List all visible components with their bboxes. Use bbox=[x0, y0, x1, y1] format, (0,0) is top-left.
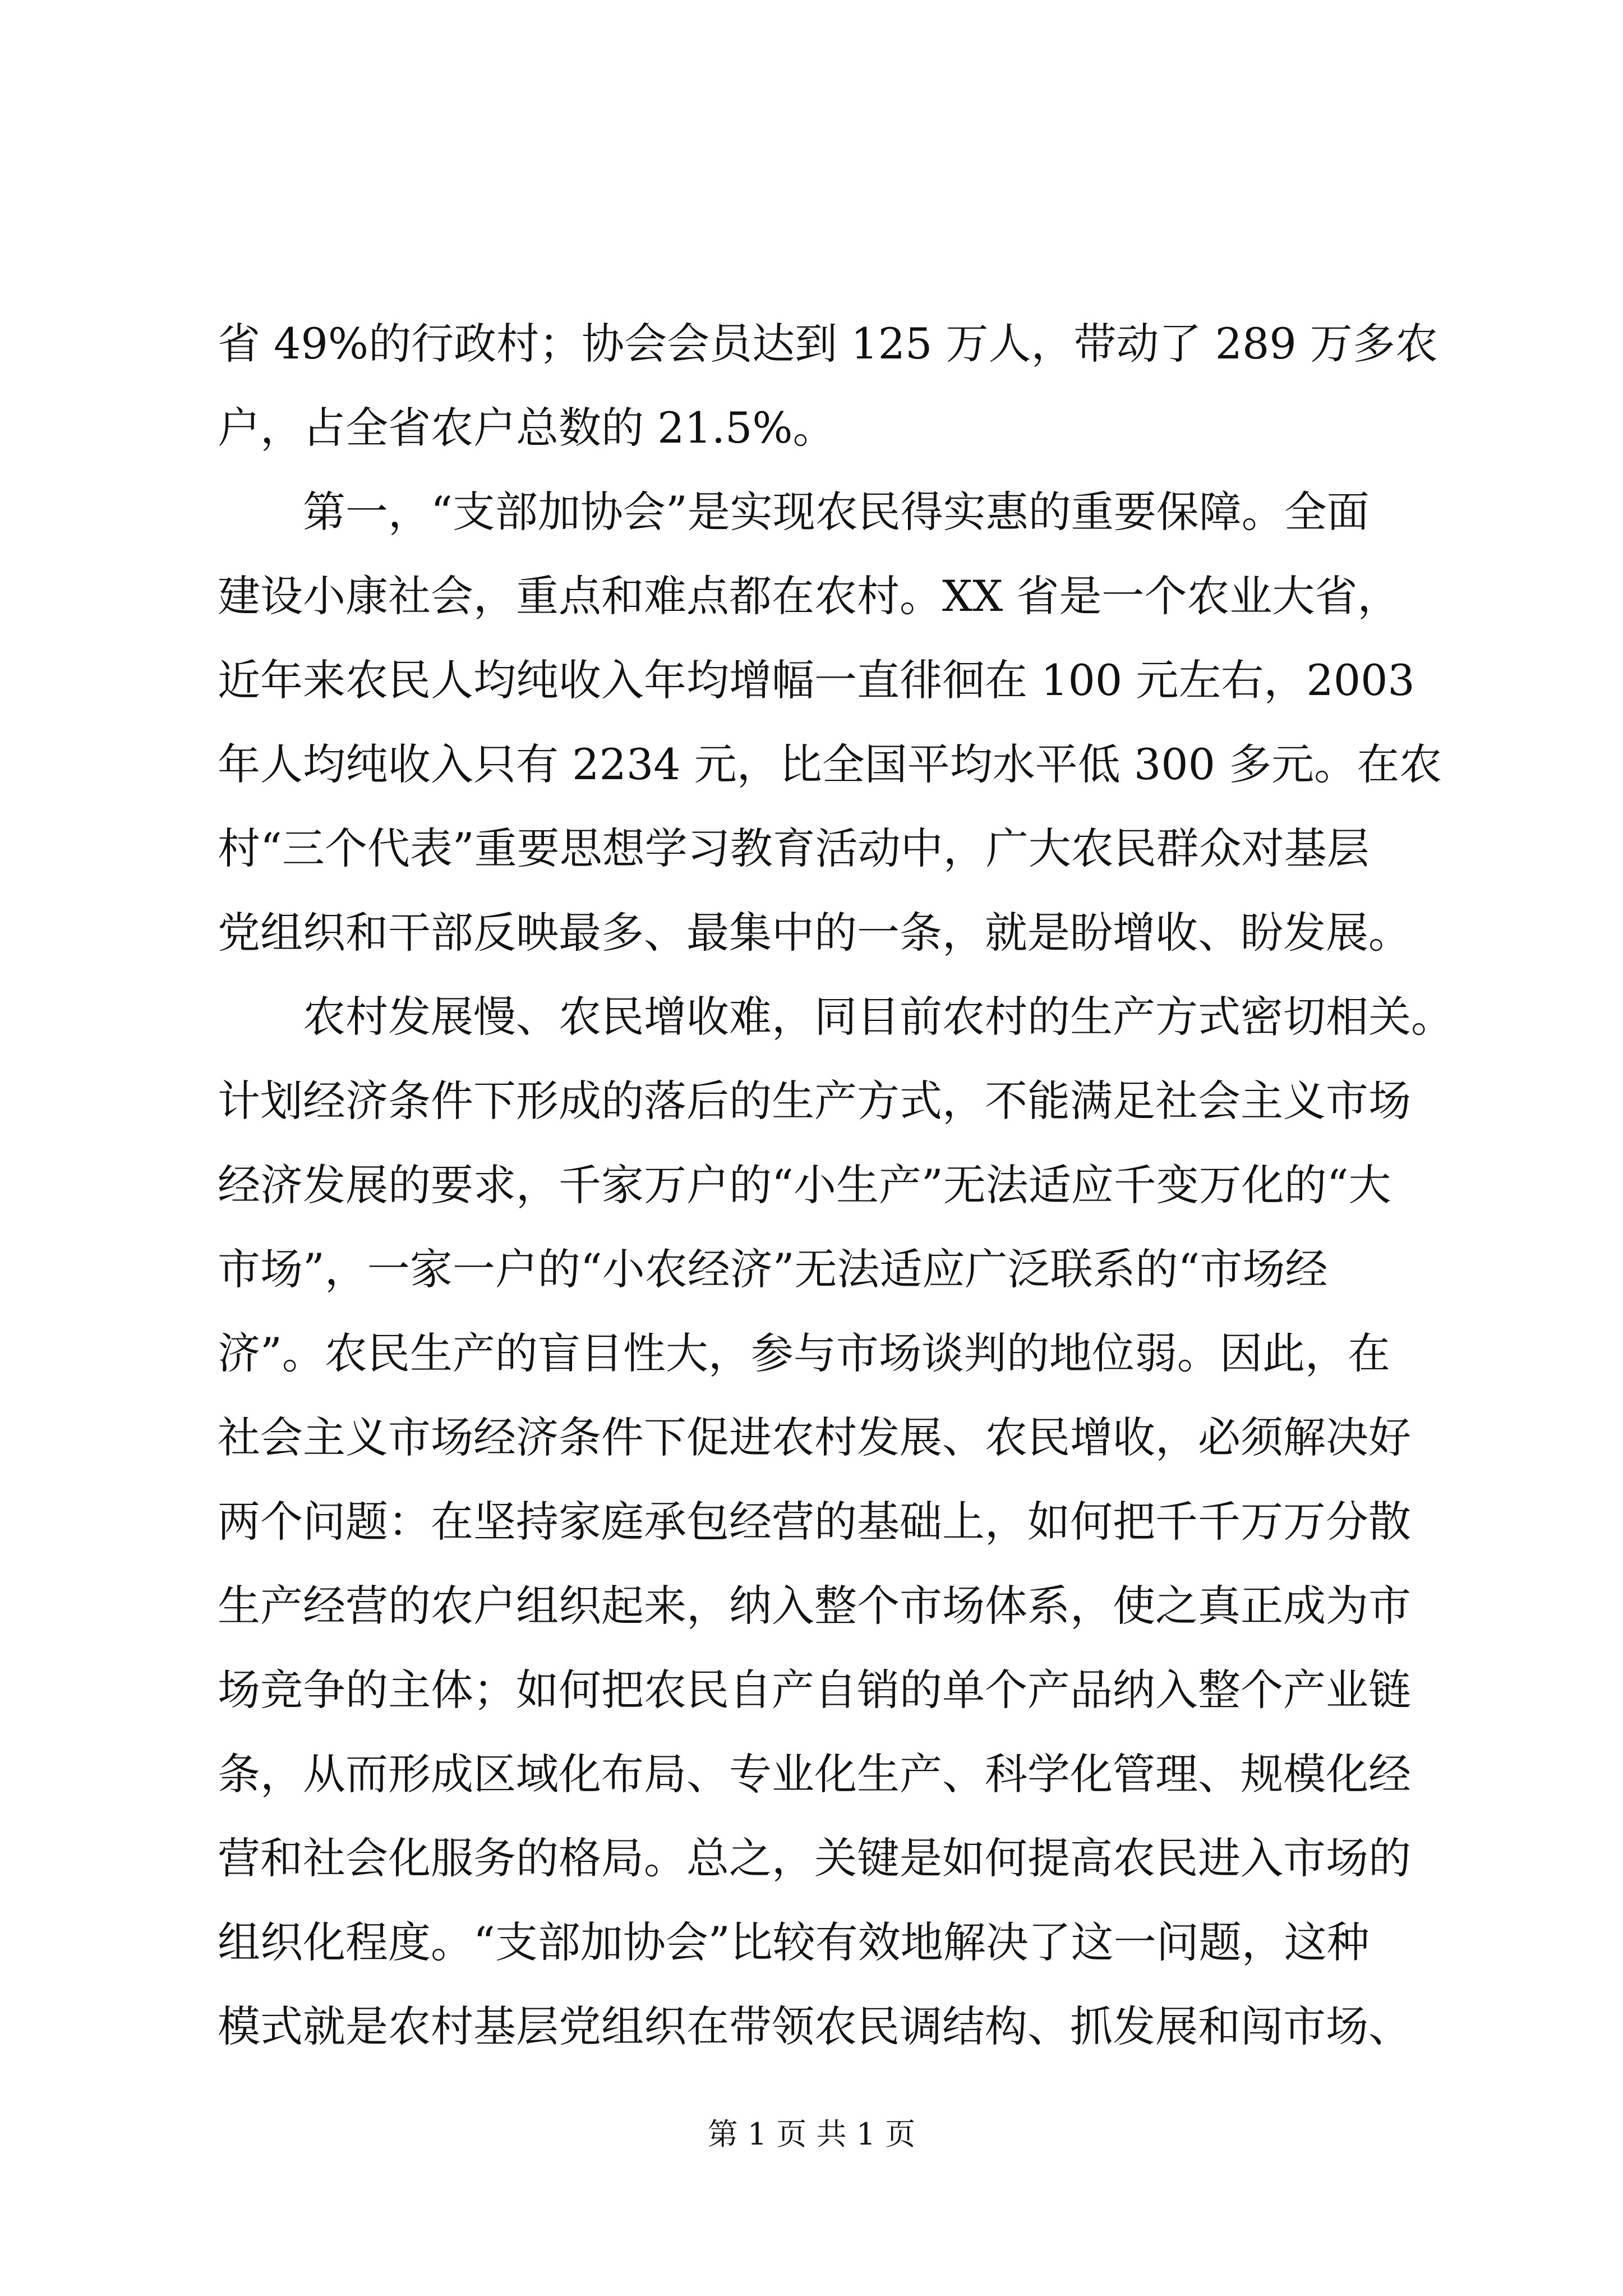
document-body bbox=[218, 302, 1454, 2069]
text-line: 年人均纯收入只有 2234 元，比全国平均水平低 300 多元。在农 bbox=[218, 739, 1442, 789]
text-line: 党组织和干部反映最多、最集中的一条，就是盼增收、盼发展。 bbox=[218, 908, 1411, 958]
text-line: 市场”，一家一户的“小农经济”无法适应广泛联系的“市场经 bbox=[218, 1244, 1328, 1294]
text-line: 建设小康社会，重点和难点都在农村。XX 省是一个农业大省， bbox=[218, 571, 1400, 621]
text-line: 社会主义市场经济条件下促进农村发展、农民增收，必须解决好 bbox=[218, 1412, 1411, 1462]
text-line: 省 49%的行政村；协会会员达到 125 万人，带动了 289 万多农 bbox=[218, 319, 1438, 369]
text-line: 济”。农民生产的盲目性大，参与市场谈判的地位弱。因此，在 bbox=[218, 1328, 1390, 1378]
text-line: 条，从而形成区域化布局、专业化生产、科学化管理、规模化经 bbox=[218, 1749, 1411, 1799]
paragraph-first-line: 农村发展慢、农民增收难，同目前农村的生产方式密切相关。 bbox=[303, 992, 1454, 1042]
text-line: 近年来农民人均纯收入年均增幅一直徘徊在 100 元左右，2003 bbox=[218, 655, 1415, 705]
text-line: 模式就是农村基层党组织在带领农民调结构、抓发展和闯市场、 bbox=[218, 2001, 1411, 2051]
text-line: 计划经济条件下形成的落后的生产方式，不能满足社会主义市场 bbox=[218, 1076, 1411, 1126]
text-line: 两个问题：在坚持家庭承包经营的基础上，如何把千千万万分散 bbox=[218, 1497, 1411, 1547]
text-line: 组织化程度。“支部加协会”比较有效地解决了这一问题，这种 bbox=[218, 1917, 1370, 1967]
text-line: 营和社会化服务的格局。总之，关键是如何提高农民进入市场的 bbox=[218, 1833, 1411, 1883]
page-footer: 第 1 页 共 1 页 bbox=[707, 2116, 916, 2152]
text-line: 村“三个代表”重要思想学习教育活动中，广大农民群众对基层 bbox=[218, 823, 1370, 873]
text-line: 场竞争的主体；如何把农民自产自销的单个产品纳入整个产业链 bbox=[218, 1665, 1411, 1715]
text-line: 经济发展的要求，千家万户的“小生产”无法适应千变万化的“大 bbox=[218, 1160, 1391, 1210]
paragraph-first-line: 第一，“支部加协会”是实现农民得实惠的重要保障。全面 bbox=[303, 487, 1370, 537]
text-line: 生产经营的农户组织起来，纳入整个市场体系，使之真正成为市 bbox=[218, 1581, 1411, 1631]
text-line: 户，占全省农户总数的 21.5%。 bbox=[218, 403, 836, 453]
